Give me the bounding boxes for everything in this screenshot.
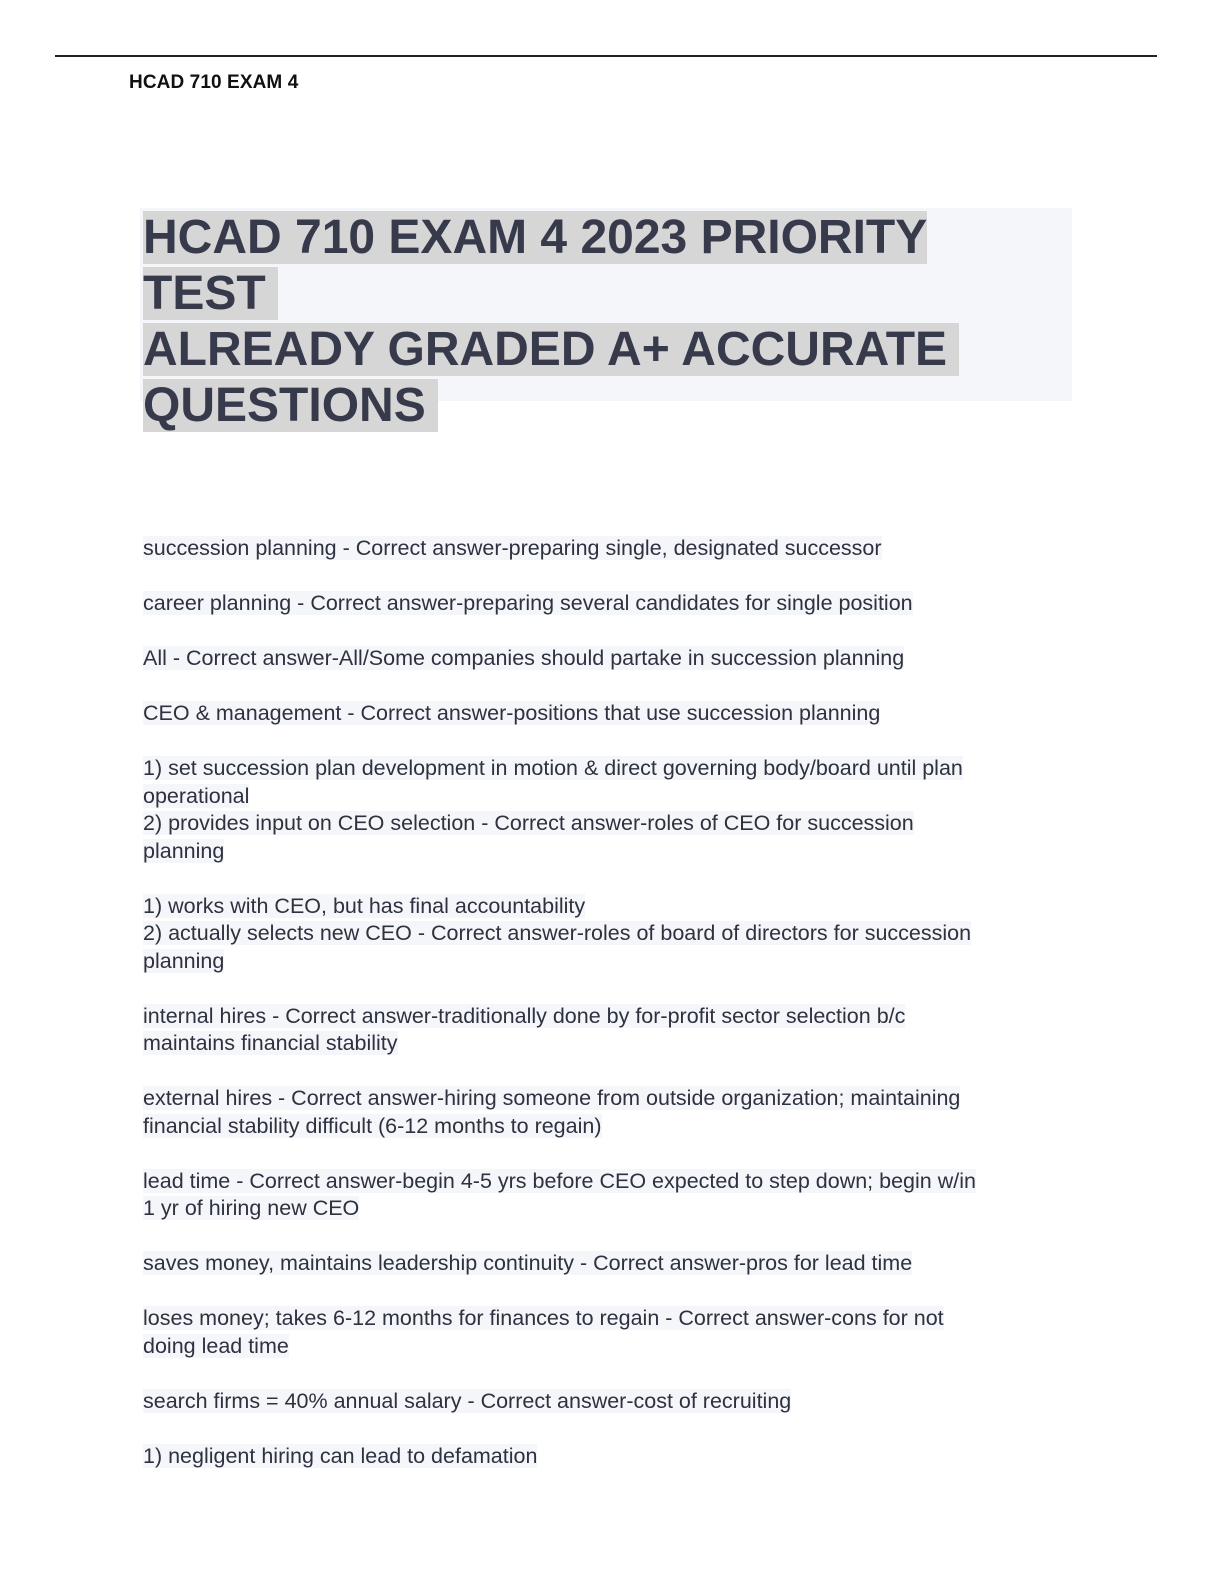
qa-entry-line [143, 590, 1078, 618]
running-header: HCAD 710 EXAM 4 [129, 72, 299, 93]
qa-entry-line [143, 1305, 1078, 1333]
qa-entry-text: 1 yr of hiring new CEO [143, 1196, 360, 1220]
title-line: HCAD 710 EXAM 4 2023 PRIORITY TEST [143, 211, 928, 320]
qa-entry-text: CEO & management - Correct answer-positions that use succession planning [143, 701, 881, 725]
qa-entry-line [143, 893, 1078, 921]
question-answer-list [143, 535, 1078, 1470]
qa-entry-text: maintains financial stability [143, 1031, 398, 1055]
title-line: QUESTIONS [143, 379, 438, 432]
qa-entry-text: loses money; takes 6-12 months for finances to regain - Correct answer-cons for not [143, 1306, 944, 1330]
qa-entry-text: 1) negligent hiring can lead to defamation [143, 1443, 538, 1468]
qa-entry [143, 645, 1078, 673]
qa-entry-line [143, 1333, 1078, 1361]
qa-entry-line [143, 920, 1078, 948]
qa-entry-line [143, 1388, 1078, 1416]
qa-entry-line [143, 1195, 1078, 1223]
qa-entry [143, 535, 1078, 563]
qa-entry [143, 700, 1078, 728]
qa-entry-text: planning [143, 838, 225, 863]
qa-entry [143, 1003, 1078, 1058]
qa-entry [143, 1443, 1078, 1471]
qa-entry-text: All - Correct answer-All/Some companies should partake in succession planning [143, 646, 905, 670]
qa-entry [143, 1250, 1078, 1278]
qa-entry-text: 2) provides input on CEO selection - Correct answer-roles of CEO for succession [143, 811, 914, 835]
qa-entry [143, 590, 1078, 618]
qa-entry-line [143, 1030, 1078, 1058]
qa-entry-line [143, 1113, 1078, 1141]
qa-entry-line [143, 838, 1078, 866]
title-line: ALREADY GRADED A+ ACCURATE [143, 323, 959, 376]
qa-entry-text: 2) actually selects new CEO - Correct answer-roles of board of directors for succession [143, 921, 972, 945]
qa-entry-text: external hires - Correct answer-hiring someone from outside organization; maintaining [143, 1086, 961, 1110]
qa-entry-line [143, 1443, 1078, 1471]
qa-entry-text: lead time - Correct answer-begin 4-5 yrs before CEO expected to step down; begin w/in [143, 1168, 976, 1193]
qa-entry-text: career planning - Correct answer-preparing several candidates for single position [143, 591, 913, 615]
qa-entry-text: 1) works with CEO, but has final accountability [143, 893, 586, 918]
qa-entry-text: internal hires - Correct answer-traditionally done by for-profit sector selection b/c [143, 1003, 906, 1028]
qa-entry [143, 1305, 1078, 1360]
qa-entry-line [143, 700, 1078, 728]
qa-entry-text: doing lead time [143, 1333, 289, 1358]
qa-entry-text: succession planning - Correct answer-preparing single, designated successor [143, 536, 882, 560]
qa-entry-text: search firms = 40% annual salary - Correct answer-cost of recruiting [143, 1388, 792, 1413]
qa-entry-text: saves money, maintains leadership continuity - Correct answer-pros for lead time [143, 1251, 913, 1275]
qa-entry-line [143, 1168, 1078, 1196]
qa-entry-line [143, 810, 1078, 838]
qa-entry-line [143, 1250, 1078, 1278]
qa-entry [143, 1085, 1078, 1140]
qa-entry-line [143, 755, 1078, 783]
document-title [143, 210, 1073, 434]
qa-entry-line [143, 783, 1078, 811]
qa-entry-line [143, 1003, 1078, 1031]
qa-entry-line [143, 1085, 1078, 1113]
qa-entry-text: financial stability difficult (6-12 months to regain) [143, 1113, 602, 1138]
qa-entry-text: planning [143, 948, 225, 973]
qa-entry [143, 1388, 1078, 1416]
qa-entry [143, 1168, 1078, 1223]
qa-entry-text: operational [143, 783, 250, 808]
qa-entry [143, 893, 1078, 976]
qa-entry [143, 755, 1078, 865]
qa-entry-line [143, 948, 1078, 976]
qa-entry-text: 1) set succession plan development in motion & direct governing body/board until plan [143, 756, 963, 780]
qa-entry-line [143, 535, 1078, 563]
qa-entry-line [143, 645, 1078, 673]
header-rule [55, 55, 1157, 57]
